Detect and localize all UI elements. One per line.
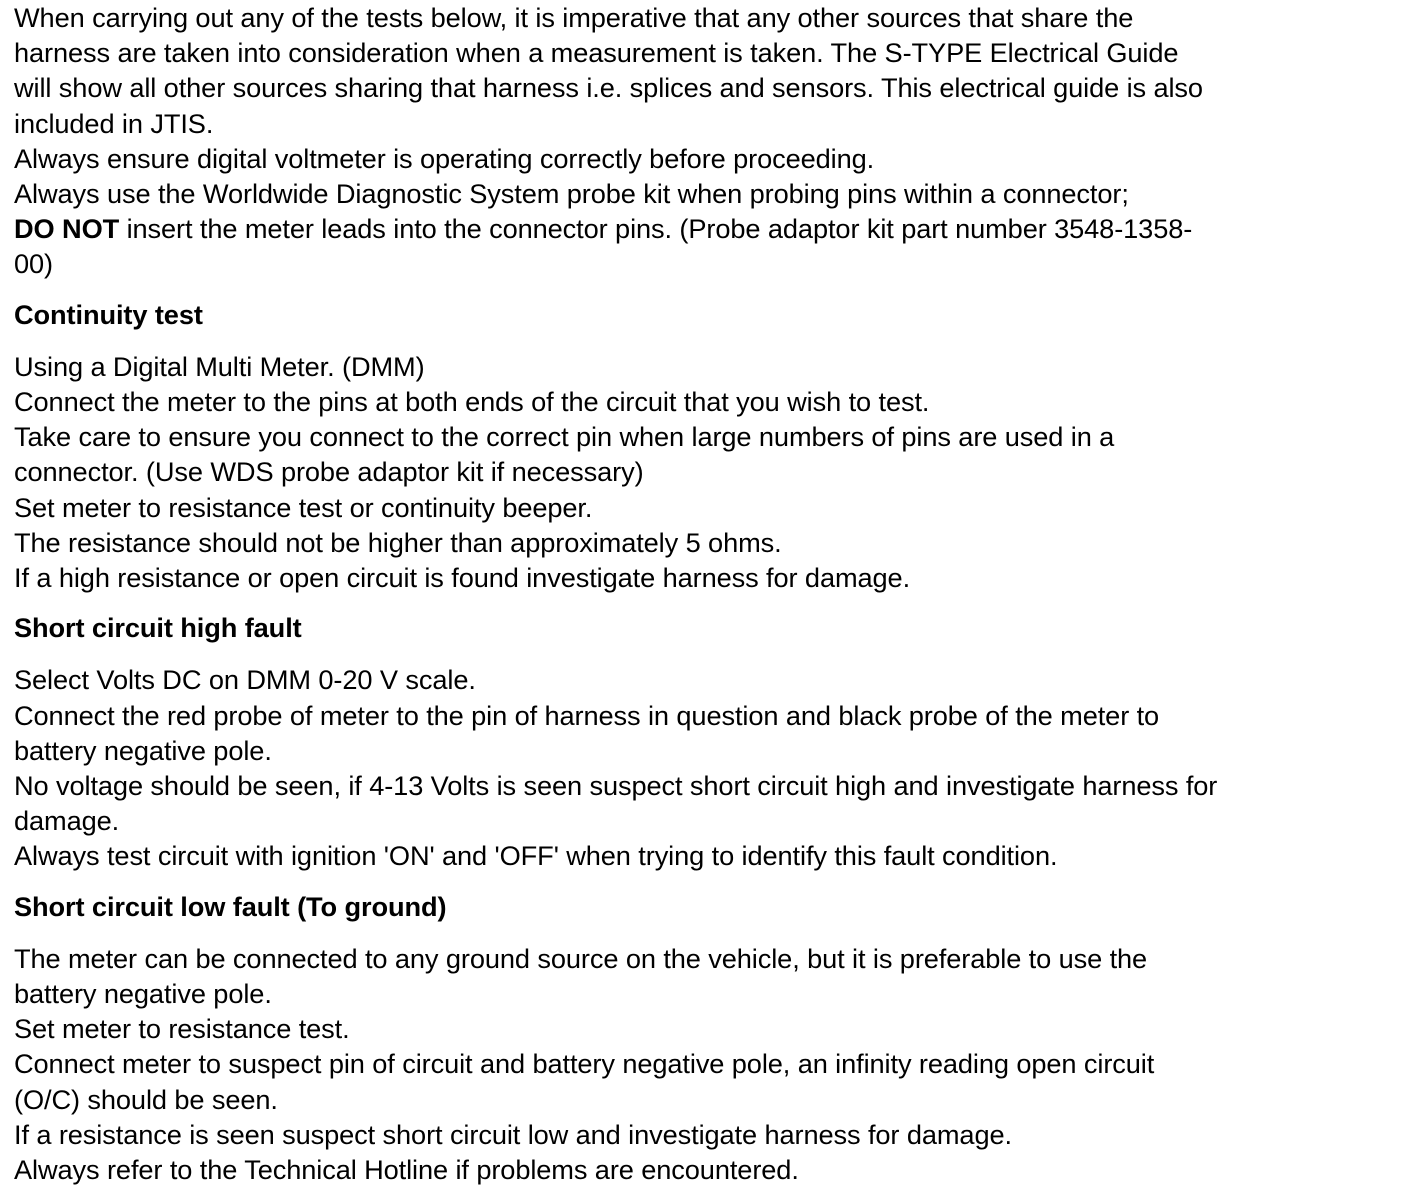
warning-line (14, 211, 1394, 246)
warning-text: insert the meter leads into the connector pins. (Probe adaptor kit part number 3548-1358- (119, 213, 1193, 245)
intro-line-3: will show all other sources sharing that harness i.e. splices and sensors. This electrical guide is also (14, 72, 1203, 104)
short-high-line-3: battery negative pole. (14, 734, 272, 766)
short-high-line-6: Always test circuit with ignition 'ON' and 'OFF' when trying to identify this fault condition. (14, 840, 1058, 872)
continuity-line-7: If a high resistance or open circuit is found investigate harness for damage. (14, 562, 911, 594)
short-high-heading: Short circuit high fault (14, 612, 302, 644)
short-high-section (14, 662, 1394, 873)
continuity-line-5: Set meter to resistance test or continuity beeper. (14, 491, 593, 523)
short-low-line-4: Connect meter to suspect pin of circuit and battery negative pole, an infinity reading open circuit (14, 1048, 1155, 1080)
continuity-line-1: Using a Digital Multi Meter. (DMM) (14, 350, 425, 382)
intro-section (14, 0, 1394, 282)
short-high-line-1: Select Volts DC on DMM 0-20 V scale. (14, 664, 476, 696)
continuity-line-3: Take care to ensure you connect to the correct pin when large numbers of pins are used in a (14, 421, 1115, 453)
short-low-line-2: battery negative pole. (14, 978, 272, 1010)
continuity-line-6: The resistance should not be higher than approximately 5 ohms. (14, 526, 782, 558)
short-low-line-7: Always refer to the Technical Hotline if problems are encountered. (14, 1154, 799, 1186)
short-low-line-5: (O/C) should be seen. (14, 1083, 278, 1115)
intro-line-2: harness are taken into consideration when a measurement is taken. The S-TYPE Electrical Guide (14, 37, 1179, 69)
intro-line-5: Always ensure digital voltmeter is operating correctly before proceeding. (14, 142, 875, 174)
intro-line-6: Always use the Worldwide Diagnostic System probe kit when probing pins within a connector; (14, 178, 1129, 210)
short-low-heading: Short circuit low fault (To ground) (14, 890, 447, 922)
continuity-line-2: Connect the meter to the pins at both ends of the circuit that you wish to test. (14, 386, 930, 418)
continuity-line-4: connector. (Use WDS probe adaptor kit if necessary) (14, 456, 644, 488)
short-high-line-2: Connect the red probe of meter to the pin of harness in question and black probe of the meter to (14, 699, 1160, 731)
short-low-line-3: Set meter to resistance test. (14, 1013, 350, 1045)
short-low-section (14, 941, 1394, 1187)
continuity-heading: Continuity test (14, 298, 203, 330)
intro-line-4: included in JTIS. (14, 107, 214, 139)
intro-line-1: When carrying out any of the tests below, it is imperative that any other sources that share the (14, 2, 1134, 33)
short-high-line-4: No voltage should be seen, if 4-13 Volts is seen suspect short circuit high and investigate harness for (14, 770, 1218, 802)
short-low-line-6: If a resistance is seen suspect short circuit low and investigate harness for damage. (14, 1118, 1012, 1150)
document-page (14, 0, 1394, 1187)
short-low-line-1: The meter can be connected to any ground source on the vehicle, but it is preferable to use the (14, 942, 1148, 974)
short-high-line-5: damage. (14, 805, 120, 837)
warning-bold: DO NOT (14, 213, 120, 245)
continuity-section (14, 349, 1394, 595)
warning-tail: 00) (14, 248, 53, 280)
